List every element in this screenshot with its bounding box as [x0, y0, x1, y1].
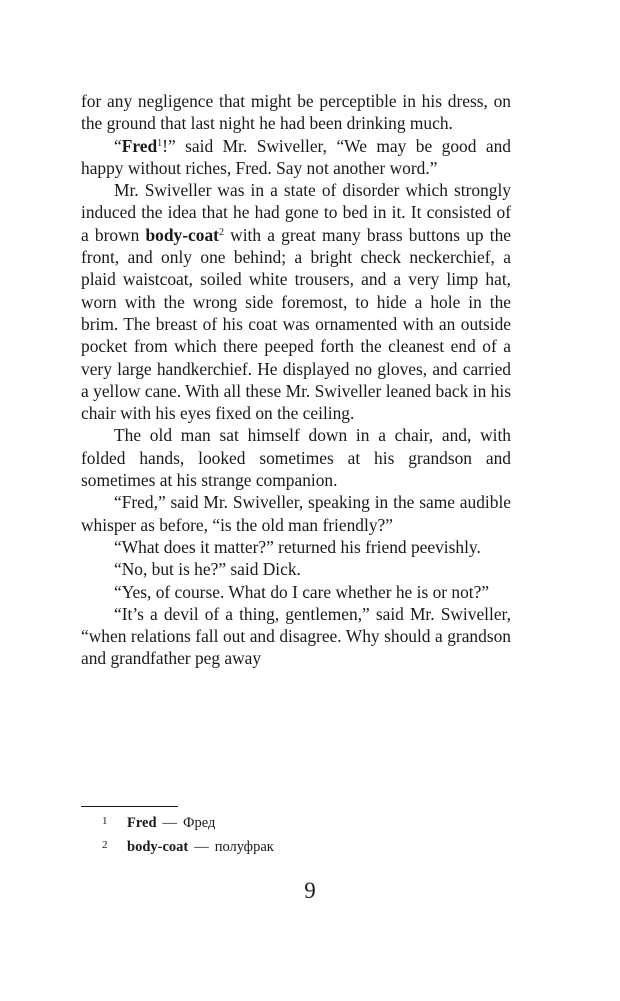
footnote-separator	[81, 806, 178, 807]
text-run: “What does it matter?” returned his friend peevishly.	[114, 536, 481, 557]
paragraph	[81, 581, 511, 603]
footnote	[81, 836, 511, 860]
footnote-marker: 1	[157, 137, 163, 149]
text-run: “	[114, 135, 122, 156]
footnote-translation: полуфрак	[214, 839, 274, 855]
glossed-term: body-coat	[145, 224, 219, 245]
text-run: “Yes, of course. What do I care whether he is or not?”	[114, 581, 490, 602]
page-number: 9	[304, 878, 316, 903]
text-run: with a great many brass buttons up the front, and only one behind; a bright check neckerchief, a plaid waistcoat, soiled white trousers, and a very limp hat, worn with the wrong side foremost, to hide a hole in the brim. The breast of his coat was ornamented with an outside pocket from which there peeped forth the cleanest end of a very large handkerchief. He displayed no gloves, and carried a yellow cane. With all these Mr. Swiveller leaned back in his chair with his eyes fixed on the ceiling.	[81, 224, 511, 424]
main-text	[81, 90, 511, 670]
text-run: “It’s a devil of a thing, gentlemen,” said Mr. Swiveller, “when relations fall out and disagree. Why should a grandson and grandfather peg away	[81, 603, 511, 669]
paragraph	[81, 90, 511, 135]
paragraph	[81, 558, 511, 580]
footnote-number: 2	[102, 839, 108, 851]
footnote-translation: Фред	[183, 815, 216, 831]
footnote-marker: 2	[218, 226, 224, 238]
footnote	[81, 812, 511, 836]
paragraph	[81, 179, 511, 424]
footnotes	[81, 812, 511, 860]
footnote-term: body-coat	[127, 839, 189, 855]
glossed-term: Fred	[121, 135, 158, 156]
footnote-dash: —	[162, 815, 178, 831]
paragraph	[81, 491, 511, 536]
text-run: for any negligence that might be perceptible in his dress, on the ground that last night he had been drinking much.	[81, 91, 511, 134]
text-run: “No, but is he?” said Dick.	[114, 559, 301, 580]
text-run: !” said Mr. Swiveller, “We may be good and happy without riches, Fred. Say not another word.”	[81, 135, 511, 178]
footnote-term: Fred	[127, 815, 157, 831]
paragraph	[81, 424, 511, 491]
paragraph	[81, 536, 511, 558]
footnote-number: 1	[102, 815, 108, 827]
text-run: Mr. Swiveller was in a state of disorder which strongly induced the idea that he had gone to bed in it. It consisted of a brown	[81, 180, 511, 245]
paragraph	[81, 135, 511, 180]
text-run: The old man sat himself down in a chair, and, with folded hands, looked sometimes at his grandson and sometimes at his strange companion.	[81, 425, 511, 491]
paragraph	[81, 603, 511, 670]
footnote-dash: —	[194, 839, 209, 855]
text-run: “Fred,” said Mr. Swiveller, speaking in the same audible whisper as before, “is the old man friendly?”	[81, 492, 511, 535]
